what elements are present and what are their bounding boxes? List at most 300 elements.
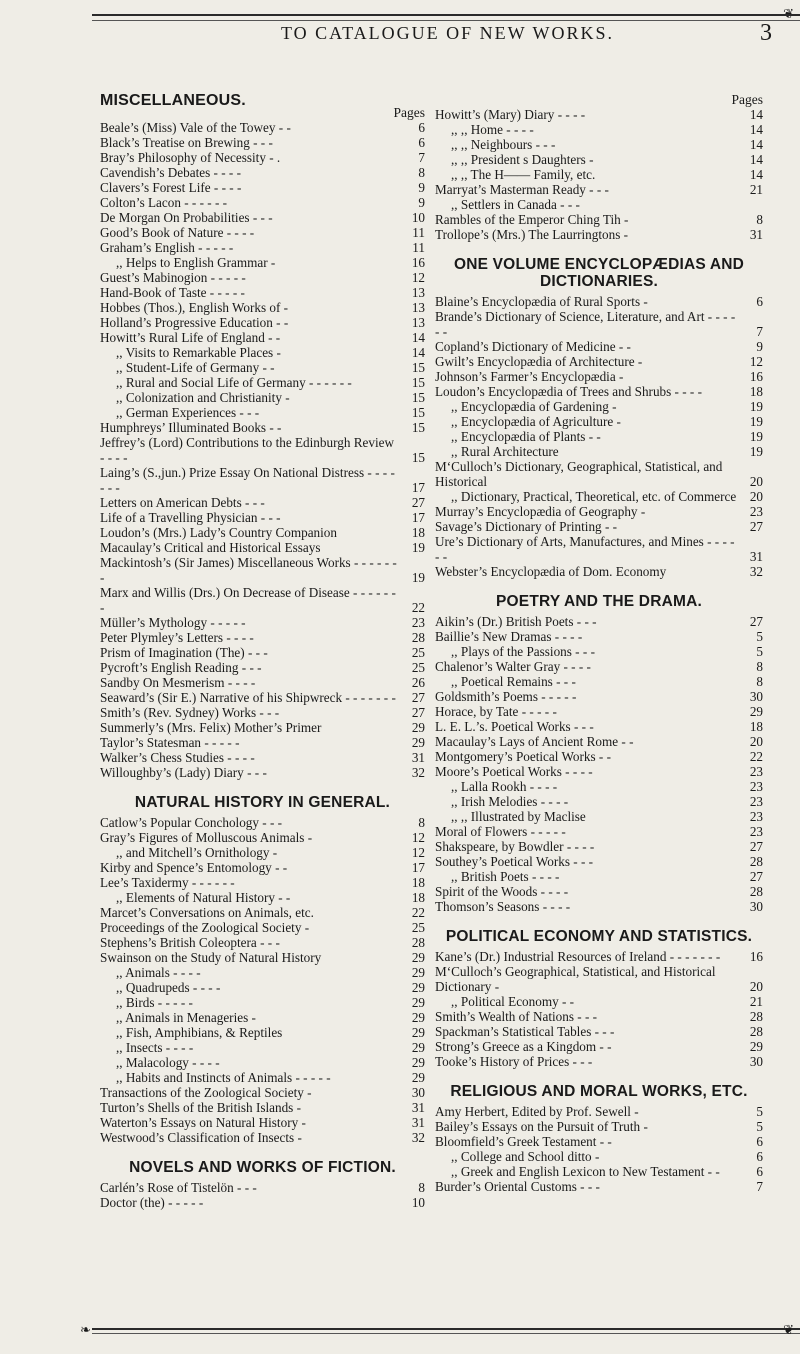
entry-title: ,, Greek and English Lexicon to New Testament - - [451,1164,720,1179]
pages-column-label: Pages [731,92,763,107]
entry-page-number: 30 [749,1054,763,1069]
entry-title: Thomson’s Seasons - - - - [435,899,571,914]
entry-page-number: 29 [411,1070,425,1085]
catalogue-entry [100,375,425,390]
entry-page-number: 23 [749,779,763,794]
entry-title: ,, Encyclopædia of Agriculture - [451,414,621,429]
entry-page-number: 23 [749,809,763,824]
entry-page-number: 28 [749,884,763,899]
catalogue-entry [435,884,763,899]
catalogue-entry [100,815,425,830]
catalogue-entry [435,659,763,674]
entry-page-number: 6 [756,1164,763,1179]
entry-page-number: 8 [756,212,763,227]
entry-page-number: 31 [749,549,763,564]
entry-title: ,, ,, Neighbours - - - [451,137,556,152]
catalogue-entry [435,734,763,749]
entry-page-number: 27 [411,705,425,720]
catalogue-entry [435,227,763,242]
catalogue-entry [435,564,763,579]
entry-title: ,, Helps to English Grammar - [116,255,276,270]
catalogue-entry [100,150,425,165]
catalogue-entry [435,1009,763,1024]
entry-page-number: 19 [749,429,763,444]
entry-page-number: 8 [756,659,763,674]
entry-title: ,, Malacology - - - - [116,1055,220,1070]
entry-title: Turton’s Shells of the British Islands - [100,1100,301,1115]
entry-title: Lee’s Taxidermy - - - - - - [100,875,235,890]
section-heading: POETRY AND THE DRAMA. [496,593,702,610]
catalogue-entry [100,1130,425,1145]
entry-page-number: 29 [411,735,425,750]
section-heading: RELIGIOUS AND MORAL WORKS, ETC. [450,1083,748,1100]
pages-column-label: Pages [393,105,425,120]
ornament-icon: ❦ [783,6,794,21]
entry-title: ,, Insects - - - - [116,1040,194,1055]
entry-page-number: 15 [411,390,425,405]
catalogue-entry [100,525,425,540]
entry-page-number: 16 [749,949,763,964]
entry-page-number: 27 [749,519,763,534]
entry-title: Aikin’s (Dr.) British Poets - - - [435,614,597,629]
catalogue-entry [435,137,763,152]
entry-page-number: 6 [418,120,425,135]
entry-title: ,, Lalla Rookh - - - - [451,779,558,794]
entry-title: Müller’s Mythology - - - - - [100,615,246,630]
entry-page-number: 8 [418,165,425,180]
entry-title: Baillie’s New Dramas - - - - [435,629,583,644]
entry-page-number: 27 [749,614,763,629]
entry-page-number: 20 [749,489,763,504]
entry-page-number: 18 [411,890,425,905]
entry-title: Bloomfield’s Greek Testament - - [435,1134,612,1149]
catalogue-entry [100,1100,425,1115]
entry-title: Marryat’s Masterman Ready - - - [435,182,609,197]
entry-page-number: 21 [749,994,763,1009]
entry-page-number: 6 [418,135,425,150]
section-heading: MISCELLANEOUS. [100,92,246,109]
entry-page-number: 5 [756,1104,763,1119]
entry-page-number: 29 [411,950,425,965]
entry-page-number: 5 [756,1119,763,1134]
catalogue-entry [100,510,425,525]
entry-page-number: 20 [749,734,763,749]
catalogue-entry [100,830,425,845]
entry-title: ,, Dictionary, Practical, Theoretical, etc. of Commerce [451,489,737,504]
catalogue-entry [435,1179,763,1194]
catalogue-entry [100,645,425,660]
entry-page-number: 15 [411,450,425,465]
entry-page-number: 15 [411,375,425,390]
entry-page-number: 28 [749,1009,763,1024]
catalogue-entry [435,1039,763,1054]
entry-title: ,, German Experiences - - - [116,405,260,420]
catalogue-entry [100,860,425,875]
footer-rule [92,1328,800,1330]
entry-title: Stephens’s British Coleoptera - - - [100,935,280,950]
entry-page-number: 22 [411,600,425,615]
entry-title: Webster’s Encyclopædia of Dom. Economy [435,564,667,579]
entry-title: Gwilt’s Encyclopædia of Architecture - [435,354,643,369]
entry-title: Graham’s English - - - - - [100,240,234,255]
catalogue-entry [100,615,425,630]
entry-title: ,, Rural Architecture [451,444,559,459]
entry-title: Mackintosh’s (Sir James) Miscellaneous Works - - - - - - - [100,555,397,585]
entry-page-number: 32 [411,1130,425,1145]
entry-title: Sandby On Mesmerism - - - - [100,675,256,690]
entry-title: Strong’s Greece as a Kingdom - - [435,1039,612,1054]
catalogue-entry [435,489,763,504]
left-column [100,92,425,1210]
section-heading: NOVELS AND WORKS OF FICTION. [129,1159,396,1176]
entry-title: Amy Herbert, Edited by Prof. Sewell - [435,1104,639,1119]
entry-title: Bray’s Philosophy of Necessity - . [100,150,281,165]
entry-title: Catlow’s Popular Conchology - - - [100,815,283,830]
entry-title: ,, Colonization and Christianity - [116,390,290,405]
page-number: 3 [760,20,772,46]
catalogue-entry [435,1164,763,1179]
entry-page-number: 14 [411,330,425,345]
entry-title: Letters on American Debts - - - [100,495,265,510]
entry-title: ,, Quadrupeds - - - - [116,980,221,995]
header-rule-thin [92,20,800,21]
catalogue-entry [100,735,425,750]
entry-page-number: 8 [756,674,763,689]
catalogue-entry [100,950,425,965]
catalogue-entry [435,704,763,719]
entry-title: ,, and Mitchell’s Ornithology - [116,845,278,860]
entry-page-number: 28 [411,630,425,645]
entry-page-number: 7 [418,150,425,165]
ornament-icon: ❧ [80,1322,91,1337]
entry-page-number: 29 [411,1055,425,1070]
entry-title: ,, ,, The H—— Family, etc. [451,167,596,182]
catalogue-entry [435,414,763,429]
entry-page-number: 19 [411,570,425,585]
entry-title: Smith’s (Rev. Sydney) Works - - - [100,705,280,720]
catalogue-entry [435,824,763,839]
entry-page-number: 14 [749,167,763,182]
entry-title: Macaulay’s Critical and Historical Essays [100,540,321,555]
entry-title: Cavendish’s Debates - - - - [100,165,241,180]
entry-title: Willoughby’s (Lady) Diary - - - [100,765,267,780]
catalogue-entry [100,935,425,950]
entry-page-number: 28 [749,854,763,869]
entry-title: Southey’s Poetical Works - - - [435,854,594,869]
catalogue-entry [100,255,425,270]
catalogue-entry [435,779,763,794]
entry-page-number: 5 [756,629,763,644]
entry-title: Tooke’s History of Prices - - - [435,1054,593,1069]
entry-page-number: 18 [749,719,763,734]
entry-page-number: 29 [411,720,425,735]
entry-page-number: 19 [749,414,763,429]
entry-page-number: 29 [411,980,425,995]
entry-title: Waterton’s Essays on Natural History - [100,1115,306,1130]
entry-page-number: 29 [411,1010,425,1025]
catalogue-entry [435,1024,763,1039]
entry-title: Taylor’s Statesman - - - - - [100,735,240,750]
entry-title: Prism of Imagination (The) - - - [100,645,268,660]
catalogue-entry [435,1104,763,1119]
entry-title: ,, Encyclopædia of Gardening - [451,399,617,414]
entry-title: Laing’s (S.,jun.) Prize Essay On National Distress - - - - - - - [100,465,395,495]
entry-title: Smith’s Wealth of Nations - - - [435,1009,598,1024]
entry-page-number: 10 [411,1195,425,1210]
catalogue-entry [435,354,763,369]
catalogue-entry [100,1055,425,1070]
catalogue-entry [100,1025,425,1040]
entry-title: ,, Elements of Natural History - - [116,890,291,905]
entry-title: ,, ,, President s Daughters - [451,152,594,167]
catalogue-entry [100,980,425,995]
footer-rule-thin [92,1333,800,1334]
entry-page-number: 18 [749,384,763,399]
catalogue-entry [100,1010,425,1025]
catalogue-entry [435,794,763,809]
entry-page-number: 8 [418,815,425,830]
catalogue-entry [435,519,763,534]
catalogue-entry [100,705,425,720]
catalogue-entry [100,1040,425,1055]
catalogue-entry [100,1085,425,1100]
entry-title: Beale’s (Miss) Vale of the Towey - - [100,120,291,135]
entry-title: ,, Animals - - - - [116,965,201,980]
catalogue-entry [100,390,425,405]
catalogue-entry [100,210,425,225]
entry-title: Burder’s Oriental Customs - - - [435,1179,600,1194]
catalogue-entry [435,674,763,689]
catalogue-entry [100,965,425,980]
catalogue-entry [100,890,425,905]
entry-title: Black’s Treatise on Brewing - - - [100,135,273,150]
catalogue-entry [100,555,425,585]
catalogue-entry [100,630,425,645]
entry-title: Gray’s Figures of Molluscous Animals - [100,830,313,845]
entry-page-number: 27 [411,495,425,510]
entry-page-number: 25 [411,645,425,660]
entry-title: Marcet’s Conversations on Animals, etc. [100,905,314,920]
entry-title: Life of a Travelling Physician - - - [100,510,281,525]
entry-page-number: 15 [411,420,425,435]
catalogue-entry [435,182,763,197]
entry-title: Transactions of the Zoological Society - [100,1085,312,1100]
catalogue-entry [100,875,425,890]
right-column [435,92,763,1194]
entry-page-number: 19 [749,444,763,459]
catalogue-entry [435,122,763,137]
entry-title: Summerly’s (Mrs. Felix) Mother’s Primer [100,720,322,735]
entry-title: ,, ,, Home - - - - [451,122,534,137]
entry-page-number: 27 [749,869,763,884]
entry-title: Peter Plymley’s Letters - - - - [100,630,254,645]
entry-page-number: 31 [749,227,763,242]
entry-title: ,, Fish, Amphibians, & Reptiles [116,1025,283,1040]
entry-page-number: 29 [749,1039,763,1054]
entry-page-number: 28 [411,935,425,950]
catalogue-entry [435,534,763,564]
entry-page-number: 12 [411,270,425,285]
entry-title: Seaward’s (Sir E.) Narrative of his Shipwreck - - - - - - - [100,690,396,705]
entry-title: L. E. L.’s. Poetical Works - - - [435,719,594,734]
entry-title: Hobbes (Thos.), English Works of - [100,300,289,315]
entry-title: ,, College and School ditto - [451,1149,600,1164]
entry-page-number: 9 [418,180,425,195]
entry-page-number: 23 [749,764,763,779]
catalogue-entry [435,614,763,629]
catalogue-entry [100,180,425,195]
entry-page-number: 31 [411,750,425,765]
entry-page-number: 6 [756,1134,763,1149]
catalogue-entry [435,107,763,122]
entry-title: Moral of Flowers - - - - - [435,824,566,839]
entry-page-number: 29 [749,704,763,719]
entry-title: Pycroft’s English Reading - - - [100,660,262,675]
entry-page-number: 13 [411,285,425,300]
entry-title: Westwood’s Classification of Insects - [100,1130,302,1145]
entry-page-number: 30 [411,1085,425,1100]
entry-title: Shakspeare, by Bowdler - - - - [435,839,595,854]
catalogue-entry [435,809,763,824]
entry-title: Chalenor’s Walter Gray - - - - [435,659,591,674]
section-heading: NATURAL HISTORY IN GENERAL. [134,794,391,811]
entry-title: ,, Encyclopædia of Plants - - [451,429,601,444]
catalogue-entry [435,339,763,354]
entry-page-number: 29 [411,1040,425,1055]
catalogue-entry [100,420,425,435]
entry-page-number: 9 [418,195,425,210]
entry-title: Jeffrey’s (Lord) Contributions to the Edinburgh Review - - - - [100,435,394,465]
section-heading: ONE VOLUME ENCYCLOPÆDIAS AND DICTIONARIES. [453,256,745,290]
catalogue-entry [100,920,425,935]
entry-title: Hand-Book of Taste - - - - - [100,285,245,300]
entry-page-number: 9 [756,339,763,354]
entry-title: Loudon’s Encyclopædia of Trees and Shrubs - - - - [435,384,703,399]
catalogue-entry [435,1054,763,1069]
catalogue-entry [435,629,763,644]
catalogue-entry [100,120,425,135]
catalogue-entry [100,675,425,690]
catalogue-entry [435,212,763,227]
entry-page-number: 7 [756,324,763,339]
entry-title: De Morgan On Probabilities - - - [100,210,273,225]
entry-page-number: 13 [411,300,425,315]
entry-title: Brande’s Dictionary of Science, Literature, and Art - - - - - - [435,309,736,339]
catalogue-entry [100,270,425,285]
entry-page-number: 12 [411,830,425,845]
catalogue-entry [100,585,425,615]
catalogue-entry [100,300,425,315]
entry-page-number: 15 [411,405,425,420]
entry-page-number: 30 [749,899,763,914]
entry-page-number: 29 [411,1025,425,1040]
entry-page-number: 23 [749,824,763,839]
entry-page-number: 25 [411,920,425,935]
entry-title: ,, ,, Illustrated by Maclise [451,809,586,824]
entry-title: ,, Birds - - - - - [116,995,193,1010]
entry-title: Murray’s Encyclopædia of Geography - [435,504,646,519]
catalogue-entry [435,899,763,914]
entry-page-number: 20 [749,474,763,489]
entry-page-number: 6 [756,294,763,309]
catalogue-entry [100,225,425,240]
entry-page-number: 16 [749,369,763,384]
catalogue-entry [100,720,425,735]
entry-title: Howitt’s Rural Life of England - - [100,330,281,345]
catalogue-entry [100,135,425,150]
entry-page-number: 21 [749,182,763,197]
header-rule [92,14,800,16]
catalogue-entry [435,399,763,414]
entry-title: Blaine’s Encyclopædia of Rural Sports - [435,294,648,309]
catalogue-entry [435,854,763,869]
entry-title: Loudon’s (Mrs.) Lady’s Country Companion [100,525,337,540]
catalogue-entry [435,459,763,489]
entry-page-number: 16 [411,255,425,270]
entry-page-number: 23 [411,615,425,630]
entry-title: ,, Irish Melodies - - - - [451,794,569,809]
entry-title: Howitt’s (Mary) Diary - - - - [435,107,586,122]
entry-page-number: 14 [749,137,763,152]
catalogue-entry [435,869,763,884]
entry-page-number: 23 [749,794,763,809]
entry-page-number: 12 [749,354,763,369]
entry-title: Doctor (the) - - - - - [100,1195,204,1210]
entry-page-number: 5 [756,644,763,659]
entry-page-number: 31 [411,1115,425,1130]
entry-title: Holland’s Progressive Education - - [100,315,289,330]
catalogue-entry [435,644,763,659]
entry-title: Marx and Willis (Drs.) On Decrease of Disease - - - - - - - [100,585,396,615]
entry-title: Copland’s Dictionary of Medicine - - [435,339,631,354]
entry-title: Johnson’s Farmer’s Encyclopædia - [435,369,624,384]
entry-page-number: 19 [749,399,763,414]
catalogue-entry [100,995,425,1010]
entry-page-number: 20 [749,979,763,994]
catalogue-entry [100,165,425,180]
entry-title: Macaulay’s Lays of Ancient Rome - - [435,734,634,749]
entry-page-number: 28 [749,1024,763,1039]
entry-page-number: 6 [756,1149,763,1164]
catalogue-entry [100,905,425,920]
entry-page-number: 15 [411,360,425,375]
entry-title: Swainson on the Study of Natural History [100,950,322,965]
catalogue-entry [435,964,763,994]
entry-title: Kirby and Spence’s Entomology - - [100,860,288,875]
catalogue-entry [100,540,425,555]
entry-page-number: 23 [749,504,763,519]
catalogue-entry [435,384,763,399]
entry-page-number: 27 [411,690,425,705]
entry-page-number: 32 [749,564,763,579]
catalogue-entry [100,360,425,375]
entry-title: Walker’s Chess Studies - - - - [100,750,255,765]
entry-title: ,, Rural and Social Life of Germany - - - - - - [116,375,352,390]
catalogue-entry [435,444,763,459]
entry-page-number: 30 [749,689,763,704]
catalogue-entry [435,764,763,779]
entry-page-number: 14 [411,345,425,360]
catalogue-entry [435,369,763,384]
entry-page-number: 27 [749,839,763,854]
catalogue-entry [100,240,425,255]
catalogue-entry [435,504,763,519]
entry-page-number: 19 [411,540,425,555]
entry-title: ,, Animals in Menageries - [116,1010,256,1025]
entry-title: ,, Poetical Remains - - - [451,674,576,689]
entry-page-number: 29 [411,995,425,1010]
entry-page-number: 32 [411,765,425,780]
